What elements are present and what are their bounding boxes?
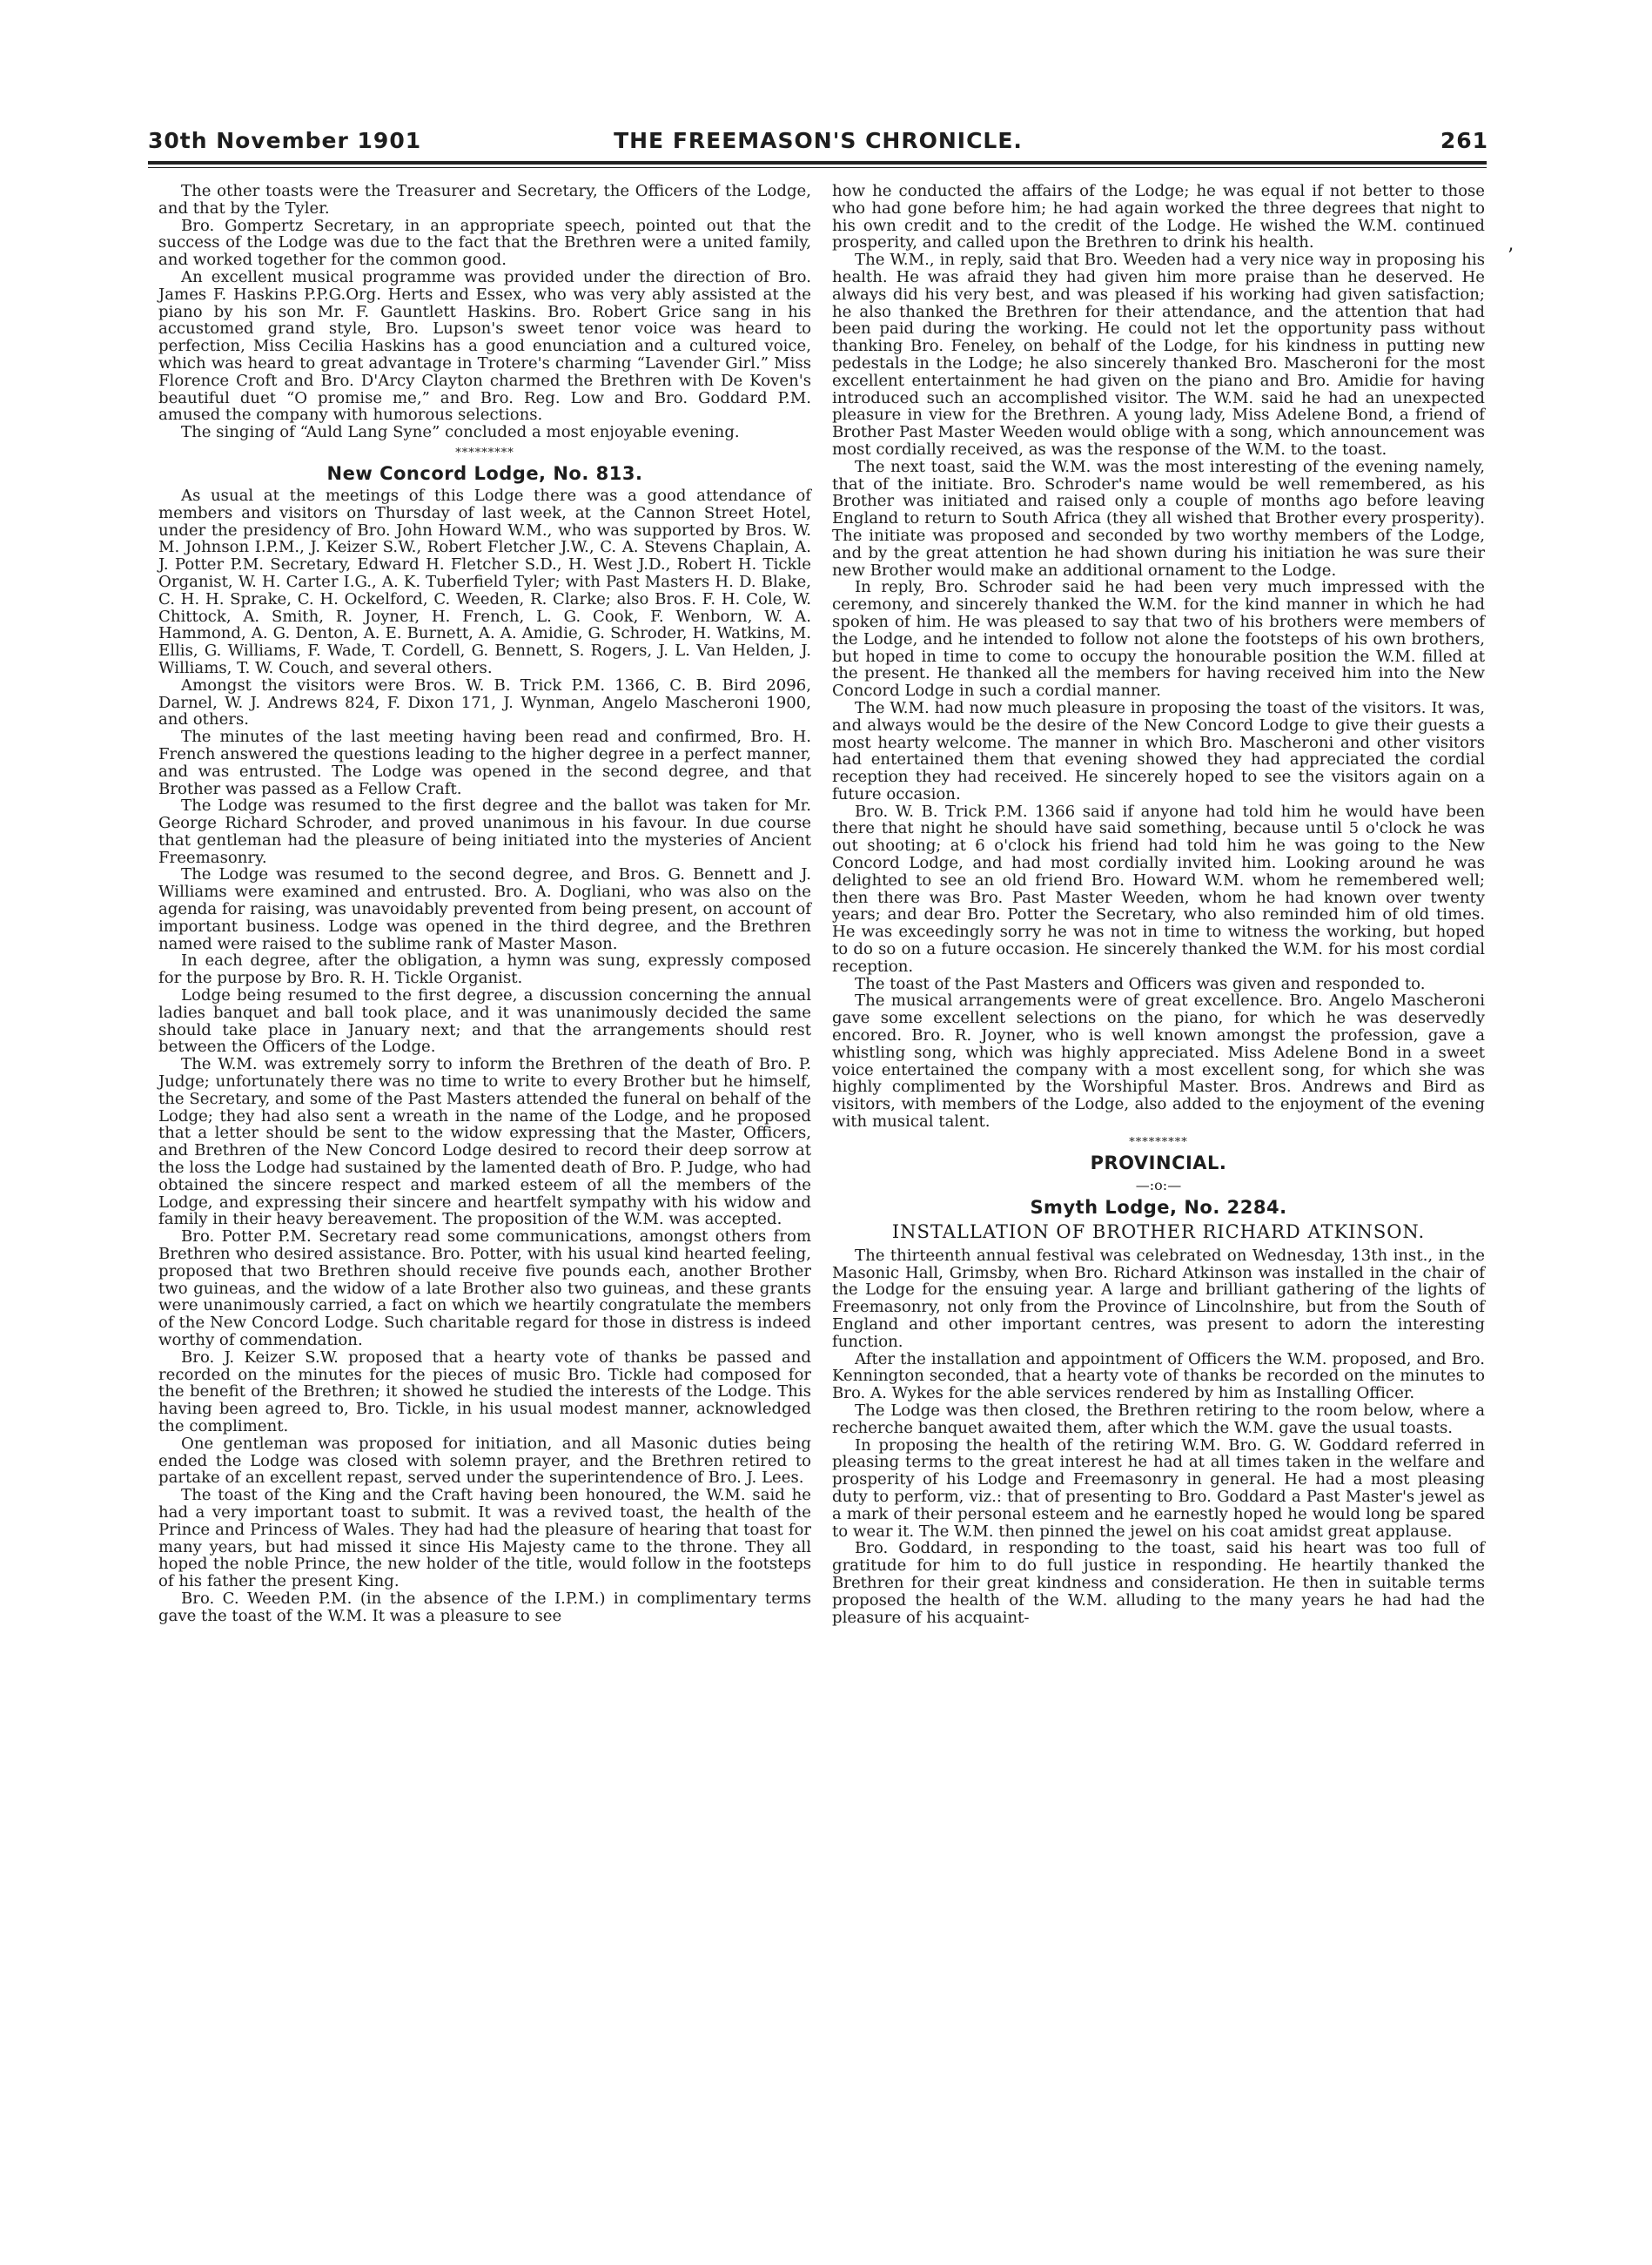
paragraph: The Lodge was resumed to the second degree, and Bros. G. Bennett and J. Williams were examined and entrusted. Bro. A. Dogliani, who was also on the agenda for raising, was unavoidably prevented from being present, on account of important business. Lodge was opened in the third degree, and the Brethren named were raised to the sublime rank of Master Mason.	[158, 865, 811, 953]
paragraph: Lodge being resumed to the first degree, a discussion concerning the annual ladies banquet and ball took place, and it was unanimously decided the same should take place in January next; and that the arrangements should rest between the Officers of the Lodge.	[158, 986, 811, 1057]
lodge-title: Smyth Lodge, No. 2284.	[1030, 1196, 1287, 1218]
paragraph: how he conducted the affairs of the Lodge; he was equal if not better to those who had gone before him; he had again worked the three degrees that night to his own credit and to the credit of the Lodge. He wished the W.M. continued prosperity, and called upon the Brethren to drink his health.	[832, 182, 1485, 252]
paragraph: After the installation and appointment of Officers the W.M. proposed, and Bro. Kennington seconded, that a hearty vote of thanks be recorded on the minutes to Bro. A. Wykes for the able services rendered by him as Installing Officer.	[832, 1349, 1485, 1403]
paragraph: The Lodge was resumed to the first degree and the ballot was taken for Mr. George Richard Schroder, and proved unanimous in his favour. In due course that gentleman had the pleasure of being initiated into the mysteries of Ancient Freemasonry.	[158, 796, 811, 867]
header-rule-thick	[148, 161, 1487, 165]
paragraph: As usual at the meetings of this Lodge there was a good attendance of members and visitors on Thursday of last week, at the Cannon Street Hotel, under the presidency of Bro. John Howard W.M., who was supported by Bros. W. M. Johnson I.P.M., J. Keizer S.W., Robert Fletcher J.W., C. A. Stevens Chaplain, A. J. Potter P.M. Secretary, Edward H. Fletcher S.D., H. West J.D., Robert H. Tickle Organist, W. H. Carter I.G., A. K. Tuberfield Tyler; with Past Masters H. D. Blake, C. H. H. Sprake, C. H. Ockelford, C. Weeden, R. Clarke; also Bros. F. H. Cole, W. Chittock, A. Smith, R. Joyner, H. French, L. G. Cook, F. Wenborn, W. A. Hammond, A. G. Denton, A. E. Burnett, A. A. Amidie, G. Schroder, H. Watkins, M. Ellis, G. Williams, F. Wade, T. Cordell, G. Bennett, S. Rogers, J. L. Van Helden, J. Williams, T. W. Couch, and several others.	[158, 486, 811, 677]
paragraph: The toast of the Past Masters and Officers was given and responded to.	[855, 974, 1426, 993]
paragraph: The toast of the King and the Craft having been honoured, the W.M. said he had a very important toast to submit. It was a revived toast, the health of the Prince and Princess of Wales. They had had the pleasure of hearing that toast for many years, but had missed it since His Majesty came to the throne. They all hoped the noble Prince, the new holder of the title, would follow in the footsteps of his father the present King.	[158, 1486, 811, 1591]
paragraph: The W.M. was extremely sorry to inform the Brethren of the death of Bro. P. Judge; unfortunately there was no time to write to every Brother but he himself, the Secretary, and some of the Past Masters attended the funeral on behalf of the Lodge; they had also sent a wreath in the name of the Lodge, and he proposed that a letter should be sent to the widow expressing that the Master, Officers, and Brethren of the New Concord Lodge desired to record their deep sorrow at the loss the Lodge had sustained by the lamented death of Bro. P. Judge, who had obtained the sincere respect and marked esteem of all the members of the Lodge, and expressing their sincere and heartfelt sympathy with his widow and family in their heavy bereavement. The proposition of the W.M. was accepted.	[158, 1055, 811, 1229]
paragraph: The W.M. had now much pleasure in proposing the toast of the visitors. It was, and always would be the desire of the New Concord Lodge to give their guests a most hearty welcome. The manner in which Bro. Mascheroni and other visitors had entertained them that evening showed they had appreciated the cordial reception they had received. He sincerely hoped to see the visitors again on a future occasion.	[832, 698, 1485, 803]
paragraph: In reply, Bro. Schroder said he had been very much impressed with the ceremony, and sincerely thanked the W.M. for the kind manner in which he had spoken of him. He was pleased to say that two of his brothers were members of the Lodge, and he intended to follow not alone the footsteps of his own brothers, but hoped in time to come to occupy the honourable position the W.M. filled at the present. He thanked all the members for having received him into the New Concord Lodge in such a cordial manner.	[832, 578, 1485, 701]
paragraph: The minutes of the last meeting having been read and confirmed, Bro. H. French answered the questions leading to the higher degree in a perfect manner, and was entrusted. The Lodge was opened in the second degree, and that Brother was passed as a Fellow Craft.	[158, 728, 811, 798]
installation-subheading: INSTALLATION OF BROTHER RICHARD ATKINSON.	[891, 1220, 1426, 1242]
header-rule-thin	[148, 167, 1487, 168]
left-column	[158, 183, 811, 1625]
paragraph: In each degree, after the obligation, a hymn was sung, expressly composed for the purpose by Bro. R. H. Tickle Organist.	[158, 951, 811, 988]
paragraph: The Lodge was then closed, the Brethren retiring to the room below, where a recherche banquet awaited them, after which the W.M. gave the usual toasts.	[832, 1401, 1485, 1437]
paragraph: Bro. C. Weeden P.M. (in the absence of the I.P.M.) in complimentary terms gave the toast of the W.M. It was a pleasure to see	[158, 1589, 811, 1625]
paragraph: Bro. Potter P.M. Secretary read some communications, amongst others from Brethren who desired assistance. Bro. Potter, with his usual kind hearted feeling, proposed that two Brethren should receive five pounds each, another Brother two guineas, and the widow of a late Brother also two guineas, and these grants were unanimously carried, a fact on which we heartily congratulate the members of the New Concord Lodge. Such charitable regard for those in distress is indeed worthy of commendation.	[158, 1227, 811, 1349]
paragraph: An excellent musical programme was provided under the direction of Bro. James F. Haskins P.P.G.Org. Herts and Essex, who was very ably assisted at the piano by his son Mr. F. Gauntlett Haskins. Bro. Robert Grice sang in his accustomed grand style, Bro. Lupson's sweet tenor voice was heard to perfection, Miss Cecilia Haskins has a good enunciation and a cultured voice, which was heard to great advantage in Trotere's charming “Lavender Girl.” Miss Florence Croft and Bro. D'Arcy Clayton charmed the Brethren with De Koven's beautiful duet “O promise me,” and Bro. Reg. Low and Bro. Goddard P.M. amused the company with humorous selections.	[158, 267, 811, 425]
paragraph: The singing of “Auld Lang Syne” concluded a most enjoyable evening.	[181, 423, 740, 442]
header-publication-title: THE FREEMASON'S CHRONICLE.	[614, 128, 1023, 153]
paragraph: One gentleman was proposed for initiation, and all Masonic duties being ended the Lodge was closed with solemn prayer, and the Brethren retired to partake of an excellent repast, served under the superintendence of Bro. J. Lees.	[158, 1434, 811, 1488]
provincial-title: PROVINCIAL.	[1090, 1152, 1227, 1173]
margin-mark: ’	[1508, 245, 1514, 267]
header-date: 30th November 1901	[148, 128, 422, 153]
ornamental-separator: —:o:—	[1135, 1176, 1182, 1193]
right-column	[832, 183, 1485, 1626]
paragraph: The other toasts were the Treasurer and Secretary, the Officers of the Lodge, and that by the Tyler.	[158, 182, 811, 218]
paragraph: The musical arrangements were of great excellence. Bro. Angelo Mascheroni gave some excellent selections on the piano, for which he was deservedly encored. Bro. R. Joyner, who is well known amongst the profession, gave a whistling song, which was highly appreciated. Miss Adelene Bond in a sweet voice entertained the company with a most excellent song, for which she was highly complimented by the Worshipful Master. Bros. Andrews and Bird as visitors, with members of the Lodge, also added to the enjoyment of the evening with musical talent.	[832, 991, 1485, 1132]
header-page-number: 261	[1440, 128, 1488, 153]
section-title: New Concord Lodge, No. 813.	[326, 462, 643, 484]
paragraph: The next toast, said the W.M. was the most interesting of the evening namely, that of the initiate. Bro. Schroder's name would be well remembered, as his Brother was initiated and raised only a couple of months ago before leaving England to return to South Africa (they all wished that Brother every prosperity). The initiate was proposed and seconded by two worthy members of the Lodge, and by the great attention he had shown during his initiation he was sure their new Brother would make an additional ornament to the Lodge.	[832, 457, 1485, 580]
paragraph: Amongst the visitors were Bros. W. B. Trick P.M. 1366, C. B. Bird 2096, Darnel, W. J. Andrews 824, F. Dixon 171, J. Wynman, Angelo Mascheroni 1900, and others.	[158, 675, 811, 729]
section-divider-stars: *********	[1129, 1135, 1188, 1149]
paragraph: Bro. J. Keizer S.W. proposed that a hearty vote of thanks be passed and recorded on the minutes for the pieces of music Bro. Tickle had composed for the benefit of the Brethren; it showed he studied the interests of the Lodge. This having been agreed to, Bro. Tickle, in his usual modest manner, acknowledged the compliment.	[158, 1348, 811, 1435]
page-header	[148, 128, 1488, 159]
paragraph: In proposing the health of the retiring W.M. Bro. G. W. Goddard referred in pleasing terms to the great interest he had at all times taken in the welfare and prosperity of his Lodge and Freemasonry in general. He had a most pleasing duty to perform, viz.: that of presenting to Bro. Goddard a Past Master's jewel as a mark of their personal esteem and he earnestly hoped he would long be spared to wear it. The W.M. then pinned the jewel on his coat amidst great applause.	[832, 1435, 1485, 1541]
paragraph: Bro. Gompertz Secretary, in an appropriate speech, pointed out that the success of the Lodge was due to the fact that the Brethren were a united family, and worked together for the common good.	[158, 216, 811, 270]
paragraph: Bro. Goddard, in responding to the toast, said his heart was too full of gratitude for him to do full justice in responding. He heartily thanked the Brethren for their great kindness and consideration. He then in suitable terms proposed the health of the W.M. alluding to the many years he had had the pleasure of his acquaint-	[832, 1539, 1485, 1627]
paragraph: The W.M., in reply, said that Bro. Weeden had a very nice way in proposing his health. He was afraid they had given him more praise than he deserved. He always did his very best, and was pleased if his working had given satisfaction; he also thanked the Brethren for their attendance, and the attention that had been paid during the working. He could not let the opportunity pass without thanking Bro. Feneley, on behalf of the Lodge, for his kindness in putting new pedestals in the Lodge; he also sincerely thanked Bro. Mascheroni for the most excellent entertainment he had given on the piano and Bro. Amidie for having introduced such an accomplished visitor. The W.M. said he had an unexpected pleasure in view for the Brethren. A young lady, Miss Adelene Bond, a friend of Brother Past Master Weeden would oblige with a song, which announcement was most cordially received, as was the response of the W.M. to the toast.	[832, 251, 1485, 459]
paragraph: The thirteenth annual festival was celebrated on Wednesday, 13th inst., in the Masonic Hall, Grimsby, when Bro. Richard Atkinson was installed in the chair of the Lodge for the ensuing year. A large and brilliant gathering of the lights of Freemasonry, not only from the Province of Lincolnshire, but from the South of England and other important centres, was present to adorn the interesting function.	[832, 1246, 1485, 1351]
paragraph: Bro. W. B. Trick P.M. 1366 said if anyone had told him he would have been there that night he should have said something, because until 5 o'clock he was out shooting; at 6 o'clock his friend had told him he was going to the New Concord Lodge, and had most cordially invited him. Looking around he was delighted to see an old friend Bro. Howard W.M. whom he remembered well; then there was Bro. Past Master Weeden, whom he had known over twenty years; and dear Bro. Potter the Secretary, who also reminded him of old times. He was exceedingly sorry he was not in time to witness the working, but hoped to do so on a future occasion. He sincerely thanked the W.M. for his most cordial reception.	[832, 802, 1485, 976]
section-divider-stars: *********	[455, 446, 514, 460]
